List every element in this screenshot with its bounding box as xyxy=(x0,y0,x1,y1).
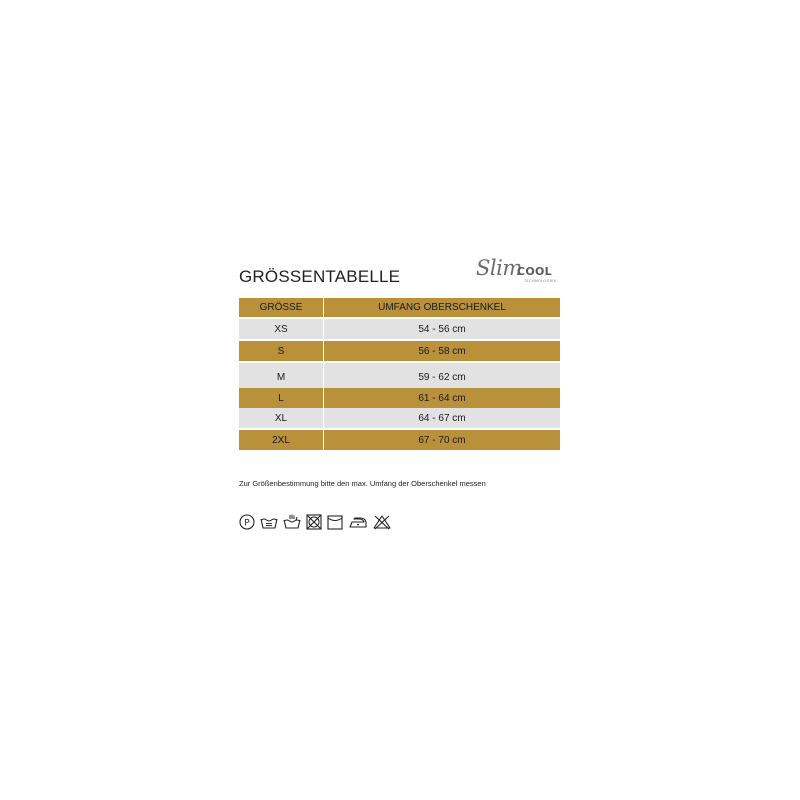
range-cell: 56 - 58 cm xyxy=(324,341,561,361)
measurement-note: Zur Größenbestimmung bitte den max. Umfang der Oberschenkel messen xyxy=(239,479,486,488)
table-row xyxy=(239,408,560,428)
logo-cool-text: COOL xyxy=(517,265,552,278)
table-header-row xyxy=(239,298,560,317)
range-cell: 61 - 64 cm xyxy=(324,388,561,408)
range-cell: 64 - 67 cm xyxy=(324,408,561,428)
table-row xyxy=(239,319,560,339)
range-cell: 54 - 56 cm xyxy=(324,319,561,339)
size-cell: M xyxy=(239,363,324,388)
header-size: GRÖSSE xyxy=(239,298,324,317)
logo-sub-text: TECHNOLOGIES xyxy=(524,279,557,283)
care-symbols xyxy=(238,513,392,531)
size-cell: XL xyxy=(239,408,324,428)
care-p-letter: P xyxy=(244,518,250,529)
table-row xyxy=(239,341,560,361)
iron-low-icon xyxy=(347,513,369,531)
table-row xyxy=(239,363,560,388)
size-chart-table xyxy=(239,298,560,450)
size-cell: S xyxy=(239,341,324,361)
range-cell: 59 - 62 cm xyxy=(324,363,561,388)
size-cell: 2XL xyxy=(239,430,324,450)
table-row xyxy=(239,388,560,408)
professional-cleaning-p-icon xyxy=(238,513,256,531)
range-cell: 67 - 70 cm xyxy=(324,430,561,450)
page-title: GRÖSSENTABELLE xyxy=(239,267,401,286)
size-cell: L xyxy=(239,388,324,408)
wash-30-icon xyxy=(259,513,279,531)
logo-script-text: Slim xyxy=(476,256,522,280)
header-thigh-circumference: UMFANG OBERSCHENKEL xyxy=(324,298,561,317)
slimcool-logo xyxy=(476,252,566,292)
table-row xyxy=(239,430,560,450)
size-cell: XS xyxy=(239,319,324,339)
do-not-tumble-dry-icon xyxy=(305,513,323,531)
do-not-bleach-icon xyxy=(372,513,392,531)
hand-wash-icon xyxy=(282,513,302,531)
line-dry-icon xyxy=(326,513,344,531)
